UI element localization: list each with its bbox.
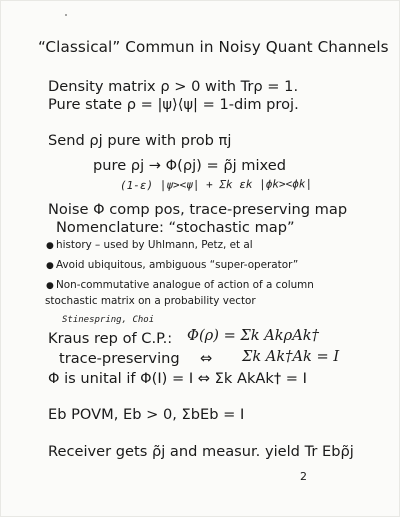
bullet-dot: ● — [46, 261, 54, 271]
povm-line: Eb POVM, Eb > 0, ΣbEb = I — [48, 406, 245, 423]
noise-line: Noise Φ comp pos, trace-preserving map — [48, 201, 348, 218]
page-title: “Classical” Commun in Noisy Quant Channels — [38, 38, 389, 56]
handwritten-note: Stinespring, Choi — [62, 315, 155, 325]
handwritten-mixture: (1-ε) |ψ><ψ| + Σk εk |ϕk><ϕk| — [119, 177, 313, 192]
pure-state-line: Pure state ρ = |ψ⟩⟨ψ| = 1-dim proj. — [48, 96, 299, 113]
channel-map-line: pure ρj → Φ(ρj) = ρ̃j mixed — [93, 157, 286, 174]
scan-speck — [65, 14, 67, 16]
bullet-dot: ● — [46, 281, 54, 291]
kraus-formula: Φ(ρ) = Σk AkρAk† — [187, 327, 319, 344]
kraus-label: Kraus rep of C.P.: — [48, 330, 173, 347]
trace-preserving-formula: Σk Ak†Ak = I — [242, 348, 340, 365]
nomenclature-line: Nomenclature: “stochastic map” — [56, 219, 295, 236]
bullet-noncommutative: Non-commutative analogue of action of a column — [56, 279, 314, 291]
density-matrix-line: Density matrix ρ > 0 with Trρ = 1. — [48, 78, 299, 95]
iff-arrow: ⇔ — [200, 350, 213, 367]
page-number: 2 — [300, 470, 307, 483]
bullet-continuation: stochastic matrix on a probability vector — [45, 295, 256, 307]
send-line: Send ρj pure with prob πj — [48, 132, 232, 149]
trace-preserving-label: trace-preserving — [59, 350, 180, 367]
bullet-avoid: Avoid ubiquitous, ambiguous “super-operator” — [56, 259, 299, 271]
bullet-dot: ● — [46, 241, 54, 251]
bullet-history: history – used by Uhlmann, Petz, et al — [56, 239, 253, 251]
unital-line: Φ is unital if Φ(I) = I ⇔ Σk AkAk† = I — [48, 370, 307, 387]
receiver-line: Receiver gets ρ̃j and measur. yield Tr Ebρ̃j — [48, 443, 354, 460]
